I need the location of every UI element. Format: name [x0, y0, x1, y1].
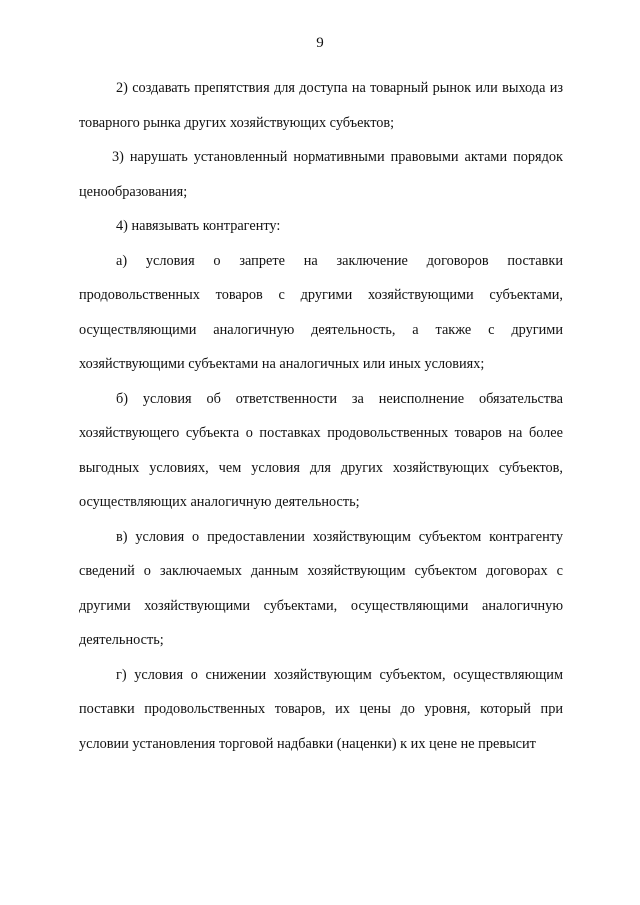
page-number: 9	[316, 35, 324, 51]
document-body	[79, 71, 563, 761]
paragraph-subitem-b: б) условия об ответственности за неисполнение обязательства хозяйствующего субъекта о поставках продовольственных товаров на более выгодных условиях, чем условия для других хозяйствующих субъектов, осуществляющих аналогичную деятельность;	[79, 390, 563, 510]
paragraph-subitem-a: а) условия о запрете на заключение договоров поставки продовольственных товаров с другими хозяйствующими субъектами, осуществляющими аналогичную деятельность, а также с другими хозяйствующими субъектами на аналогичных или иных условиях;	[79, 252, 563, 372]
paragraph-subitem-g: г) условия о снижении хозяйствующим субъектом, осуществляющим поставки продовольственных товаров, их цены до уровня, который при условии установления торговой надбавки (наценки) к их цене не превысит	[79, 666, 563, 752]
paragraph-item-3: 3) нарушать установленный нормативными правовыми актами порядок ценообразования;	[79, 149, 563, 200]
paragraph-item-2: 2) создавать препятствия для доступа на товарный рынок или выхода из товарного рынка других хозяйствующих субъектов;	[79, 80, 563, 131]
paragraph-item-4: 4) навязывать контрагенту:	[116, 218, 281, 234]
paragraph-subitem-v: в) условия о предоставлении хозяйствующим субъектом контрагенту сведений о заключаемых данным хозяйствующим субъектом договорах с другими хозяйствующими субъектами, осуществляющими аналогичную деятельность;	[79, 528, 563, 648]
